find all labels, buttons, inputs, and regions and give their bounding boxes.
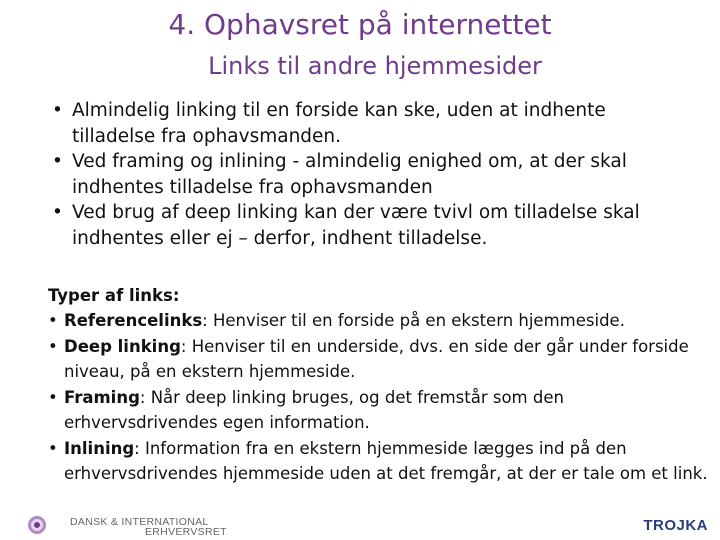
link-type-item [48, 334, 720, 385]
link-type-item [48, 436, 720, 487]
link-type-item [48, 308, 720, 334]
link-types-list [48, 308, 720, 487]
left-margin-band [0, 0, 24, 540]
footer-right-logo: TROJKA [643, 517, 708, 534]
link-type-term: Deep linking [64, 336, 181, 356]
link-type-term: Referencelinks [64, 311, 203, 330]
link-types-section [48, 284, 720, 487]
main-bullet-item: • Ved brug af deep linking kan der være tvivl om tilladelse skal indhentes eller ej – derfor, indhent tilladelse. [52, 200, 692, 251]
link-type-item [48, 385, 720, 436]
link-types-heading: Typer af links: [48, 286, 180, 305]
link-type-term: Framing [64, 387, 140, 407]
slide-subtitle: Links til andre hjemmesider [208, 52, 542, 80]
link-type-definition: : Henviser til en underside, dvs. en side der går under forside niveau, på en ekstern hjemmeside. [64, 336, 689, 381]
link-type-definition: : Information fra en ekstern hjemmeside lægges ind på den erhvervsdrivendes hjemmeside uden at det fremgår, at der er tale om et link. [64, 438, 708, 483]
footer-left-logo-line2: ERHVERVSRET [145, 526, 227, 538]
university-seal-icon [28, 516, 46, 534]
slide-title: 4. Ophavsret på internettet [168, 8, 552, 41]
footer-left-logo [70, 517, 227, 537]
main-bullet-item: • Ved framing og inlining - almindelig enighed om, at der skal indhentes tilladelse fra ophavsmanden [52, 149, 692, 200]
footer-left-logo-line1: DANSK & INTERNATIONAL [70, 516, 209, 528]
main-bullet-list [52, 98, 692, 251]
link-type-term: Inlining [64, 438, 135, 458]
link-type-definition: : Henviser til en forside på en ekstern hjemmeside. [202, 311, 625, 330]
link-type-definition: : Når deep linking bruges, og det fremstår som den erhvervsdrivendes egen information. [64, 387, 564, 432]
main-bullet-item: • Almindelig linking til en forside kan ske, uden at indhente tilladelse fra ophavsmanden. [52, 98, 692, 149]
